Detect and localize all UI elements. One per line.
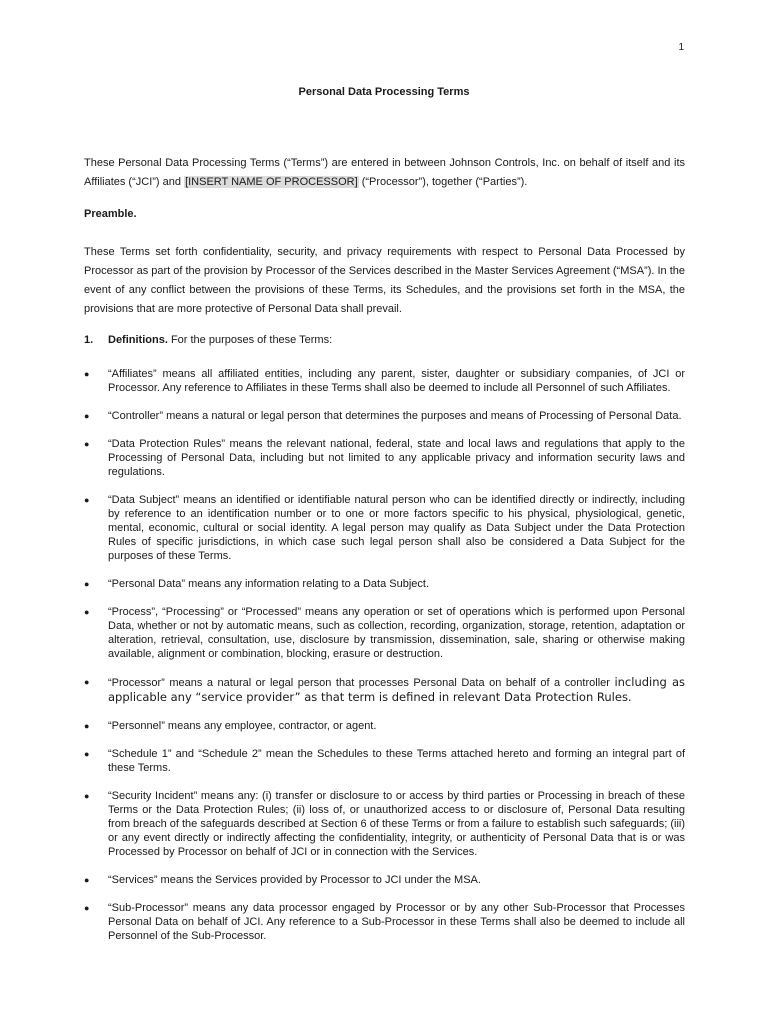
definition-data-subject [84,493,685,563]
processor-name-placeholder: [INSERT NAME OF PROCESSOR] [185,176,358,188]
bullet-icon: ● [84,495,90,505]
bullet-icon: ● [84,579,90,589]
definition-text: “Schedule 1” and “Schedule 2” mean the Schedules to these Terms attached hereto and forming an integral part of these Terms. [108,748,685,774]
page-number: 1 [678,42,684,53]
bullet-icon: ● [84,369,90,379]
definition-services [84,873,685,887]
definition-personnel [84,719,685,733]
section-number: 1. [84,334,94,346]
definition-text: “Personal Data” means any information relating to a Data Subject. [108,578,429,590]
definition-text: “Process”, “Processing” or “Processed” means any operation or set of operations which is performed upon Personal Data, whether or not by automatic means, such as collection, recording, organization, storage, retention, adaptation or alteration, retrieval, consultation, use, disclosure by transmission, dissemination, sale, sharing or otherwise making available, alignment or combination, blocking, erasure or destruction. [108,606,685,660]
bullet-icon: ● [84,903,90,913]
definition-text: “Affiliates” means all affiliated entities, including any parent, sister, daughter or subsidiary companies, of JCI or Processor. Any reference to Affiliates in these Terms shall also be deemed to include all Personnel of such Affiliates. [108,368,685,394]
bullet-icon: ● [84,677,90,687]
definition-schedules [84,747,685,775]
definition-controller [84,409,685,423]
definition-text: “Controller” means a natural or legal person that determines the purposes and means of Processing of Personal Data. [108,410,682,422]
definitions-list [84,367,685,957]
bullet-icon: ● [84,721,90,731]
bullet-icon: ● [84,607,90,617]
preamble-paragraph: These Terms set forth confidentiality, security, and privacy requirements with respect to Personal Data Processed by Processor as part of the provision by Processor of the Services described in the Master Services Agreement (“MSA”). In the event of any conflict between the provisions of these Terms, its Schedules, and the provisions set forth in the MSA, the provisions that are more protective of Personal Data shall prevail. [84,246,685,315]
bullet-icon: ● [84,411,90,421]
intro-text-after: (“Processor”), together (“Parties”). [358,176,528,188]
section-intro-text: For the purposes of these Terms: [167,334,333,346]
section-1-heading [84,334,685,346]
definition-affiliates [84,367,685,395]
bullet-icon: ● [84,439,90,449]
bullet-icon: ● [84,749,90,759]
definition-text: “Data Subject” means an identified or identifiable natural person who can be identified directly or indirectly, including by reference to an identification number or to one or more factors specific to his physical, physiological, genetic, mental, economic, cultural or social identity. A legal person may qualify as Data Subject under the Data Protection Rules of specific jurisdictions, in which case such legal person shall also be considered a Data Subject for the purposes of these Terms. [108,494,685,562]
definition-text: “Security Incident” means any: (i) transfer or disclosure to or access by third parties or Processing in breach of these Terms or the Data Protection Rules; (ii) loss of, or unauthorized access to or disclosure of, Personal Data resulting from breach of the safeguards described at Section 6 of these Terms or from a failure to establish such safeguards; (iii) or any event directly or indirectly affecting the confidentiality, integrity, or authenticity of Personal Data that is or was Processed by Processor on behalf of JCI or in connection with the Services. [108,790,685,858]
definition-processor [84,675,685,705]
definition-text: “Sub-Processor” means any data processor engaged by Processor or by any other Sub-Processor that Processes Personal Data on behalf of JCI. Any reference to a Sub-Processor in these Terms shall also be deemed to include all Personnel of the Sub-Processor. [108,902,685,942]
definition-security-incident [84,789,685,859]
definition-data-protection-rules [84,437,685,479]
definition-text [108,675,685,705]
definition-text: “Personnel” means any employee, contractor, or agent. [108,720,377,732]
definition-personal-data [84,577,685,591]
definition-process [84,605,685,661]
bullet-icon: ● [84,791,90,801]
definition-text: “Data Protection Rules” means the relevant national, federal, state and local laws and regulations that apply to the Processing of Personal Data, including but not limited to any applicable privacy and information security laws and regulations. [108,438,685,478]
section-title: Definitions. [108,334,168,346]
processor-def-part1: “Processor” means a natural or legal person that processes Personal Data on behalf of a controller [108,677,615,689]
definition-text: “Services” means the Services provided by Processor to JCI under the MSA. [108,874,481,886]
document-title: Personal Data Processing Terms [298,86,470,98]
intro-text-before: These Personal Data Processing Terms (“Terms”) are entered in between Johnson Controls, Inc. on behalf of itself and its Affiliates (“JCI”) and [84,157,685,188]
intro-paragraph [84,154,685,192]
definition-sub-processor [84,901,685,943]
processor-def-part2: including as applicable any “service provider” as that term is defined in relevant Data Protection Rules. [108,675,685,704]
bullet-icon: ● [84,875,90,885]
preamble-heading: Preamble. [84,208,137,220]
